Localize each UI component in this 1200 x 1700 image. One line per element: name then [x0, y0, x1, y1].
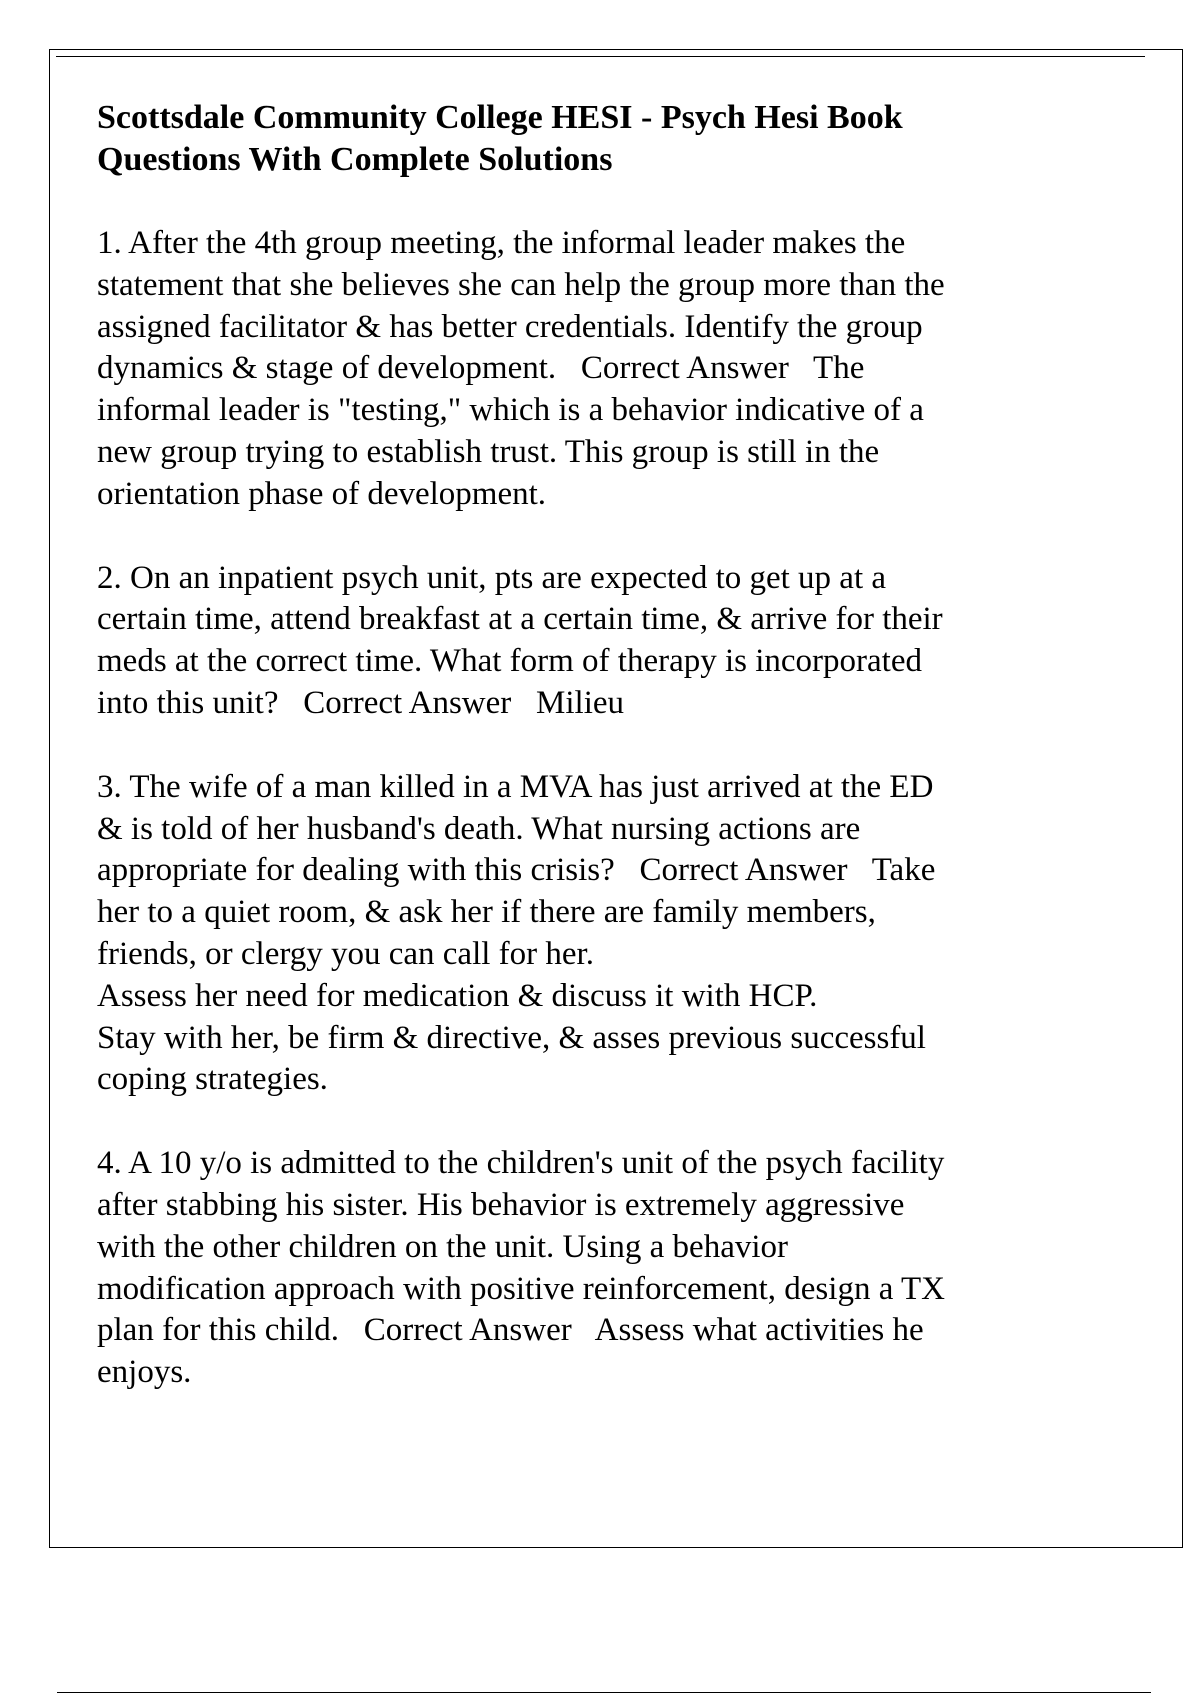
document-title: Scottsdale Community College HESI - Psych Hesi Book Questions With Complete Solutions	[97, 99, 903, 178]
top-rule	[56, 56, 1145, 57]
question-list	[97, 223, 1087, 1394]
question-2: 2. On an inpatient psych unit, pts are expected to get up at a certain time, attend breakfast at a certain time, & arrive for their meds at the correct time. What form of therapy is incorporated into this unit? Correct Answer Milieu	[97, 559, 943, 721]
question-4: 4. A 10 y/o is admitted to the children's unit of the psych facility after stabbing his sister. His behavior is extremely aggressive with the other children on the unit. Using a behavior modification approach with positive reinforcement, design a TX plan for this child. Correct Answer Assess what activities he enjoys.	[97, 1145, 945, 1391]
question-3: 3. The wife of a man killed in a MVA has just arrived at the ED & is told of her husband's death. What nursing actions are appropriate for dealing with this crisis? Correct Answer Take her to a quiet room, & ask her if there are family members, friends, or clergy you can call for her. Assess her need for medication & discuss it with HCP. Stay with her, be firm & directive, & asses previous successful coping strategies.	[97, 768, 936, 1098]
next-page-rule	[57, 1692, 1151, 1693]
question-1: 1. After the 4th group meeting, the informal leader makes the statement that she believes she can help the group more than the assigned facilitator & has better credentials. Identify the group dynamics & stage of development. Correct Answer The informal leader is "testing," which is a behavior indicative of a new group trying to establish trust. This group is still in the orientation phase of development.	[97, 225, 945, 512]
document-body	[97, 97, 1087, 1436]
